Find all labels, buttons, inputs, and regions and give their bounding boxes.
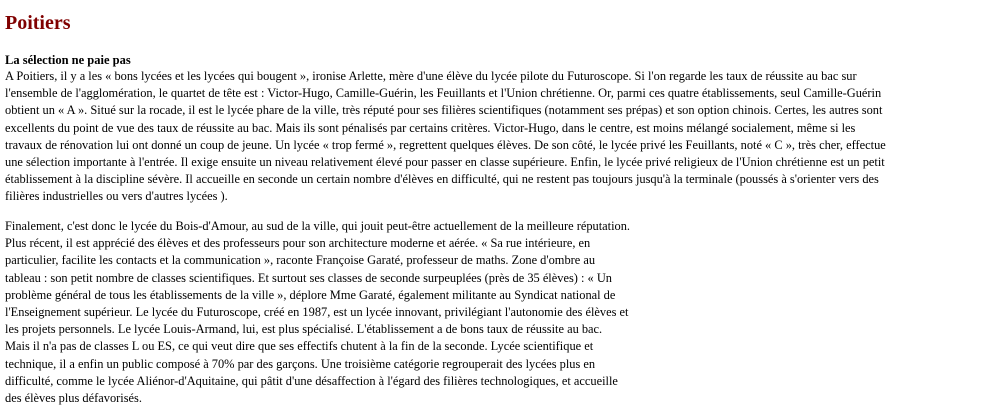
page-title: Poitiers: [5, 12, 71, 34]
paragraph-line: des élèves plus défavorisés.: [5, 391, 142, 406]
paragraph-line: particulier, facilite les contacts et la communication », raconte Françoise Garaté, professeur de maths. Zone d'ombre au: [5, 253, 596, 268]
paragraph-line: les projets personnels. Le lycée Louis-Armand, lui, est plus spécialisé. L'établissement a de bons taux de réussite au bac.: [5, 322, 603, 337]
paragraph-line: Mais il n'a pas de classes L ou ES, ce qui veut dire que ses effectifs chutent à la fin de la seconde. Lycée scientifique et: [5, 339, 594, 354]
article-paragraph-2: [5, 218, 630, 407]
paragraph-line: tableau : son petit nombre de classes scientifiques. Et surtout ses classes de seconde surpeuplées (près de 35 élèves) : « Un: [5, 270, 612, 285]
paragraph-line: l'ensemble de l'agglomération, le quartet de tête est : Victor-Hugo, Camille-Guérin, les Feuillants et l'Union chrétienne. Or, parmi ces quatre établissements, seul Camille-Guérin: [5, 86, 882, 101]
article-paragraph-1: [5, 68, 886, 206]
paragraph-line: travaux de rénovation lui ont donné un coup de jeune. Un lycée « trop fermé », regrettent quelques élèves. De son côté, le lycée privé les Feuillants, noté « C », très cher, effectue: [5, 137, 886, 152]
paragraph-line: Finalement, c'est donc le lycée du Bois-d'Amour, au sud de la ville, qui jouit peut-être actuellement de la meilleure réputation.: [5, 219, 631, 233]
paragraph-line: obtient un « A ». Situé sur la rocade, il est le lycée phare de la ville, très réputé pour ses filières scientifiques (notamment ses prépas) et son option chinois. Certes, les autres sont: [5, 103, 883, 118]
paragraph-line: une sélection importante à l'entrée. Il exige ensuite un niveau relativement élevé pour passer en classe supérieure. Enfin, le lycée privé religieux de l'Union chrétienne est un petit: [5, 155, 885, 170]
section-subtitle: La sélection ne paie pas: [5, 53, 131, 67]
paragraph-line: l'Enseignement supérieur. Le lycée du Futuroscope, créé en 1987, est un lycée innovant, privilégiant l'autonomie des élèves et: [5, 305, 629, 320]
paragraph-line: établissement à la discipline sévère. Il accueille en seconde un certain nombre d'élèves en difficulté, qui ne restent pas toujours jusqu'à la terminale (poussés à s'orienter vers des: [5, 172, 879, 187]
paragraph-line: Plus récent, il est apprécié des élèves et des professeurs pour son architecture moderne et aérée. « Sa rue intérieure, en: [5, 236, 591, 251]
paragraph-line: A Poitiers, il y a les « bons lycées et les lycées qui bougent », ironise Arlette, mère d'une élève du lycée pilote du Futuroscope. Si l'on regarde les taux de réussite au bac sur: [5, 69, 857, 83]
paragraph-line: technique, il a enfin un public composé à 70% par des garçons. Une troisième catégorie regrouperait des lycées plus en: [5, 356, 596, 371]
paragraph-line: excellents du point de vue des taux de réussite au bac. Mais ils sont pénalisés par certains critères. Victor-Hugo, dans le centre, est moins mélangé socialement, même si les: [5, 120, 856, 135]
paragraph-line: difficulté, comme le lycée Aliénor-d'Aquitaine, qui pâtit d'une désaffection à l'égard des filières technologiques, et accueille: [5, 373, 618, 388]
paragraph-line: filières industrielles ou vers d'autres lycées ).: [5, 189, 228, 204]
paragraph-line: problème général de tous les établissements de la ville », déplore Mme Garaté, également militante au Syndicat national de: [5, 287, 616, 302]
